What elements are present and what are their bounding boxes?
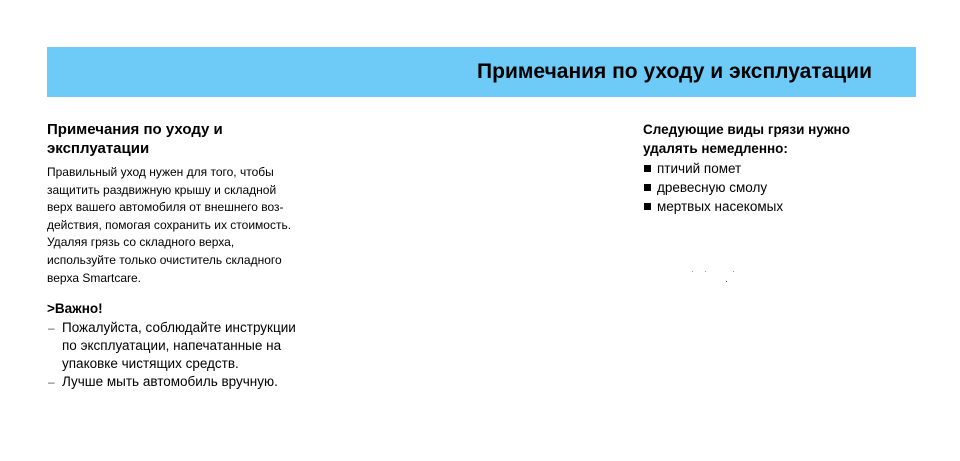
dirt-item (643, 178, 913, 197)
page-title: Примечания по уходу и эксплуатации (477, 60, 872, 83)
important-item-line: Пожалуйста, соблюдайте инструкции (62, 320, 296, 336)
care-heading-line: Примечания по уходу и (47, 121, 223, 138)
dirt-section (643, 120, 913, 216)
square-bullet-icon (644, 203, 651, 210)
important-item-line: упаковке чистящих средств. (62, 356, 239, 372)
important-list (47, 319, 332, 391)
scan-artifact (705, 271, 706, 272)
scan-artifact (733, 271, 734, 272)
care-paragraph-line: Удаляя грязь со складного верха, (47, 235, 235, 250)
care-paragraph-line: верх вашего автомобиля от внешнего воз- (47, 200, 284, 215)
dirt-list (643, 159, 913, 216)
important-heading: >Важно! (47, 301, 103, 317)
dirt-item-label: древесную смолу (657, 180, 768, 195)
important-item (47, 373, 332, 391)
scan-artifact (726, 281, 727, 282)
care-paragraph-line: Правильный уход нужен для того, чтобы (47, 165, 274, 179)
care-paragraph-line: защитить раздвижную крышу и складной (47, 182, 277, 197)
care-heading (47, 120, 332, 158)
care-section (47, 120, 332, 391)
care-paragraph-line: верха Smartcare. (47, 270, 142, 285)
dirt-item-label: птичий помет (657, 161, 742, 176)
dirt-heading (643, 120, 913, 158)
dirt-item (643, 159, 913, 178)
important-item-line: по эксплуатации, напечатанные на (62, 338, 282, 354)
care-heading-line: эксплуатации (47, 140, 150, 157)
dirt-item-label: мертвых насекомых (657, 199, 784, 214)
important-item-line: Лучше мыть автомобиль вручную. (62, 374, 278, 390)
dirt-heading-line: удалять немедленно: (643, 141, 788, 156)
header-banner (47, 47, 916, 97)
dash-marker: – (48, 321, 55, 336)
dirt-item (643, 197, 913, 216)
important-item (47, 319, 332, 373)
dirt-heading-line: Следующие виды грязи нужно (643, 122, 850, 137)
dash-marker: – (48, 375, 55, 390)
scan-artifact (692, 271, 693, 272)
square-bullet-icon (644, 184, 651, 191)
care-paragraph-line: действия, помогая сохранить их стоимость. (47, 217, 292, 232)
care-paragraph-line: используйте только очиститель складного (47, 252, 282, 267)
square-bullet-icon (644, 165, 651, 172)
care-paragraph (47, 164, 332, 287)
